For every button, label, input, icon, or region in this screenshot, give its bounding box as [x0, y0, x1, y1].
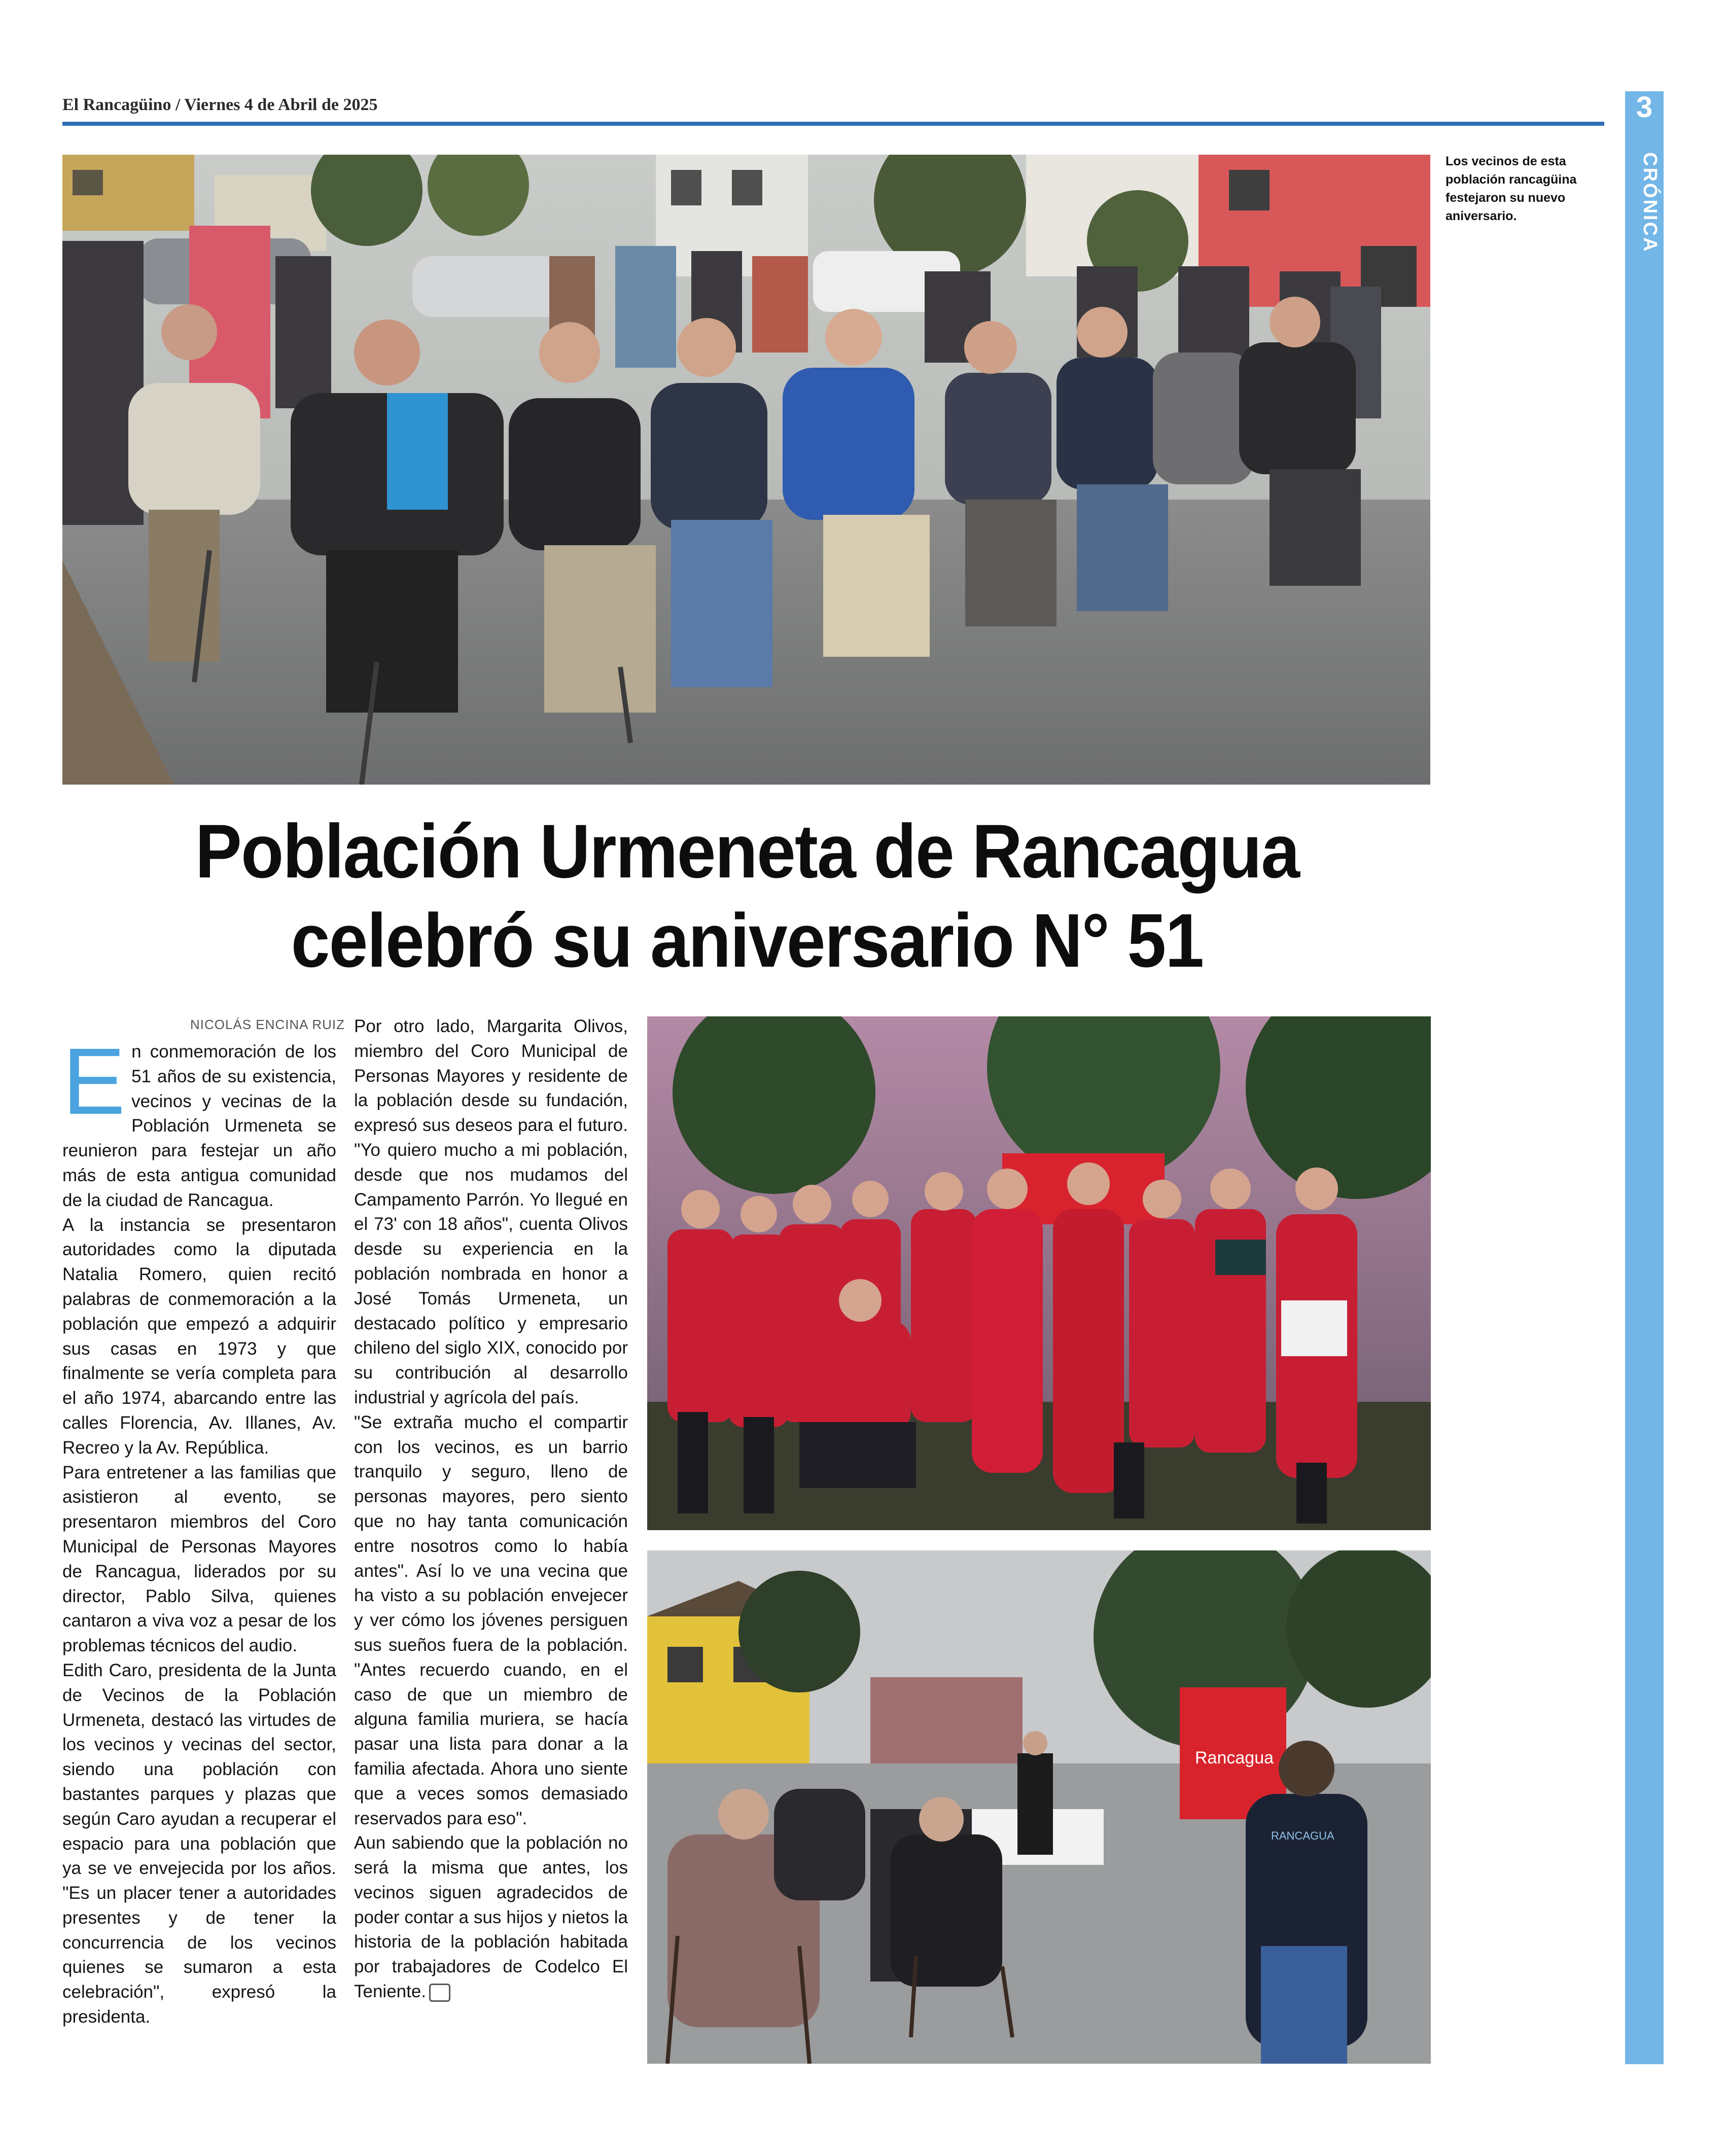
paragraph: A la instancia se presentaron autoridades como la diputada Natalia Romero, quien recitó palabras de conmemoración a la población que empezó a adquirir sus casas en 1973 y que finalmente se vería completa para el año 1974, abarcando entre las calles Florencia, Av. Illanes, Av. Recreo y la Av. República. [62, 1215, 336, 1458]
section-label: CRÓNICA [1639, 152, 1661, 253]
article-column-2 [354, 1014, 628, 2004]
title-line-2: celebró su aniversario N° 51 [291, 898, 1204, 983]
paragraph: Aun sabiendo que la población no será la misma que antes, los vecinos siguen agradecidos de poder contar a sus hijos y nietos la historia de la población habitada por trabajadores de Codelco El Teniente. [354, 1833, 628, 2002]
article-title [117, 806, 1377, 985]
banner-text: Rancagua [1195, 1748, 1274, 1768]
drop-cap: E [62, 1029, 126, 1134]
section-side-tab [1625, 91, 1664, 2064]
shirt-text: RANCAGUA [1271, 1829, 1334, 1842]
paragraph: Por otro lado, Margarita Olivos, miembro del Coro Municipal de Personas Mayores y residente de la población desde su fundación, expresó sus deseos para el futuro. "Yo quiero mucho a mi población, desde que nos mudamos del Campamento Parrón. Yo llegué en el 73' con 18 años", cuenta Olivos desde su experiencia en la población nombrada en honor a José Tomás Urmeneta, un destacado político y empresario chileno del siglo XIX, conocido por su contribución al desarrollo industrial y agrícola del país. [354, 1016, 628, 1407]
top-photo-caption: Los vecinos de esta población rancagüina festejaron su nuevo aniversario. [1446, 154, 1577, 223]
header-rule [62, 122, 1604, 126]
byline: NICOLÁS ENCINA RUIZ [190, 1017, 345, 1032]
page-number: 3 [1636, 91, 1653, 124]
end-mark-icon [429, 1984, 450, 2002]
title-line-1: Población Urmeneta de Rancagua [195, 808, 1299, 894]
paragraph: "Se extraña mucho el compartir con los vecinos, es un barrio tranquilo y seguro, lleno de personas mayores, pero siento que no hay tanta comunicación entre nosotros como lo había antes". Así lo ve una vecina que ha visto a su población envejecer y ver cómo los jóvenes persiguen sus sueños fuera de la población. "Antes recuerdo cuando, en el caso de que un miembro de alguna familia muriera, se hacía pasar una lista para donar a la familia afectada. Ahora uno siente que a veces somos demasiado reservados para eso". [354, 1412, 628, 1828]
paragraph: Para entretener a las familias que asistieron al evento, se presentaron miembros del Coro Municipal de Personas Mayores de Rancagua, liderados por su director, Pablo Silva, quienes cantaron a viva voz a pesar de los problemas técnicos del audio. [62, 1462, 336, 1656]
audience-photo [62, 155, 1430, 785]
article-column-1 [62, 1029, 336, 2030]
paragraph: Edith Caro, presidenta de la Junta de Vecinos de la Población Urmeneta, destacó las virtudes de los vecinos y vecinas del sector, siendo una población con bastantes parques y plazas que según Caro ayudan a recuperar el espacio para una población que ya se ve envejecida por los años. "Es un placer tener a autoridades presentes y de tener la concurrencia de los vecinos quienes se sumaron a esta celebración", expresó la presidenta. [62, 1660, 336, 2027]
header-publication-date: El Rancagüino / Viernes 4 de Abril de 2025 [62, 95, 378, 114]
ceremony-photo [647, 1550, 1431, 2064]
choir-photo [647, 1016, 1431, 1530]
paragraph: n conmemoración de los 51 años de su existencia, vecinos y vecinas de la Población Urmeneta se reunieron para festejar un año más de esta antigua comunidad de la ciudad de Rancagua. [62, 1042, 336, 1210]
